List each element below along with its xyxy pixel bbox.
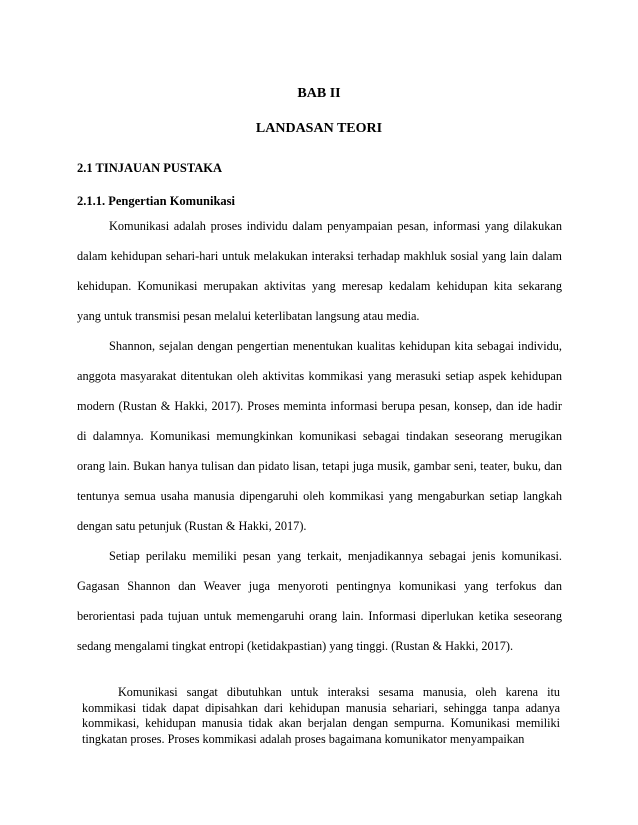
body-paragraph: Komunikasi adalah proses individu dalam penyampaian pesan, informasi yang dilakukan dalam kehidupan sehari-hari untuk melakukan interaksi terhadap makhluk sosial yang lain dalam kehidupan. Komunikasi merupakan aktivitas yang meresap kedalam kehidupan kita sekarang yang untuk transmisi pesan melalui keterlibatan langsung atau media. bbox=[77, 219, 562, 323]
body-paragraph: Setiap perilaku memiliki pesan yang terkait, menjadikannya sebagai jenis komunikasi. Gagasan Shannon dan Weaver juga menyoroti pentingnya komunikasi yang terfokus dan berorientasi pada tujuan untuk memengaruhi orang lain. Informasi diperlukan ketika seseorang sedang mengalami tingkat entropi (ketidakpastian) yang tinggi. (Rustan & Hakki, 2017). bbox=[77, 549, 562, 653]
section-heading: 2.1 TINJAUAN PUSTAKA bbox=[77, 161, 223, 175]
subsection-heading: 2.1.1. Pengertian Komunikasi bbox=[77, 194, 235, 208]
body-paragraph: Shannon, sejalan dengan pengertian menentukan kualitas kehidupan kita sebagai individu, anggota masyarakat ditentukan oleh aktivitas kommikasi yang merasuki setiap aspek kehidupan modern (Rustan & Hakki, 2017). Proses meminta informasi berupa pesan, konsep, dan ide hadir di dalamnya. Komunikasi memungkinkan komunikasi sebagai tindakan seseorang merugikan orang lain. Bukan hanya tulisan dan pidato lisan, tetapi juga musik, gambar seni, teater, buku, dan tentunya semua usaha manusia dipengaruhi oleh kommikasi yang mengaburkan setiap langkah dengan satu petunjuk (Rustan & Hakki, 2017). bbox=[77, 339, 562, 533]
chapter-title: LANDASAN TEORI bbox=[255, 121, 383, 136]
chapter-number: BAB II bbox=[297, 86, 341, 101]
block-quote: Komunikasi sangat dibutuhkan untuk interaksi sesama manusia, oleh karena itu kommikasi tidak dapat dipisahkan dari kehidupan manusia sehariari, sehingga tanpa adanya kommikasi, kehidupan manusia tidak akan berjalan dengan sempurna. Komunikasi memiliki tingkatan proses. Proses kommikasi adalah proses bagaimana komunikator menyampaikan bbox=[82, 685, 560, 746]
